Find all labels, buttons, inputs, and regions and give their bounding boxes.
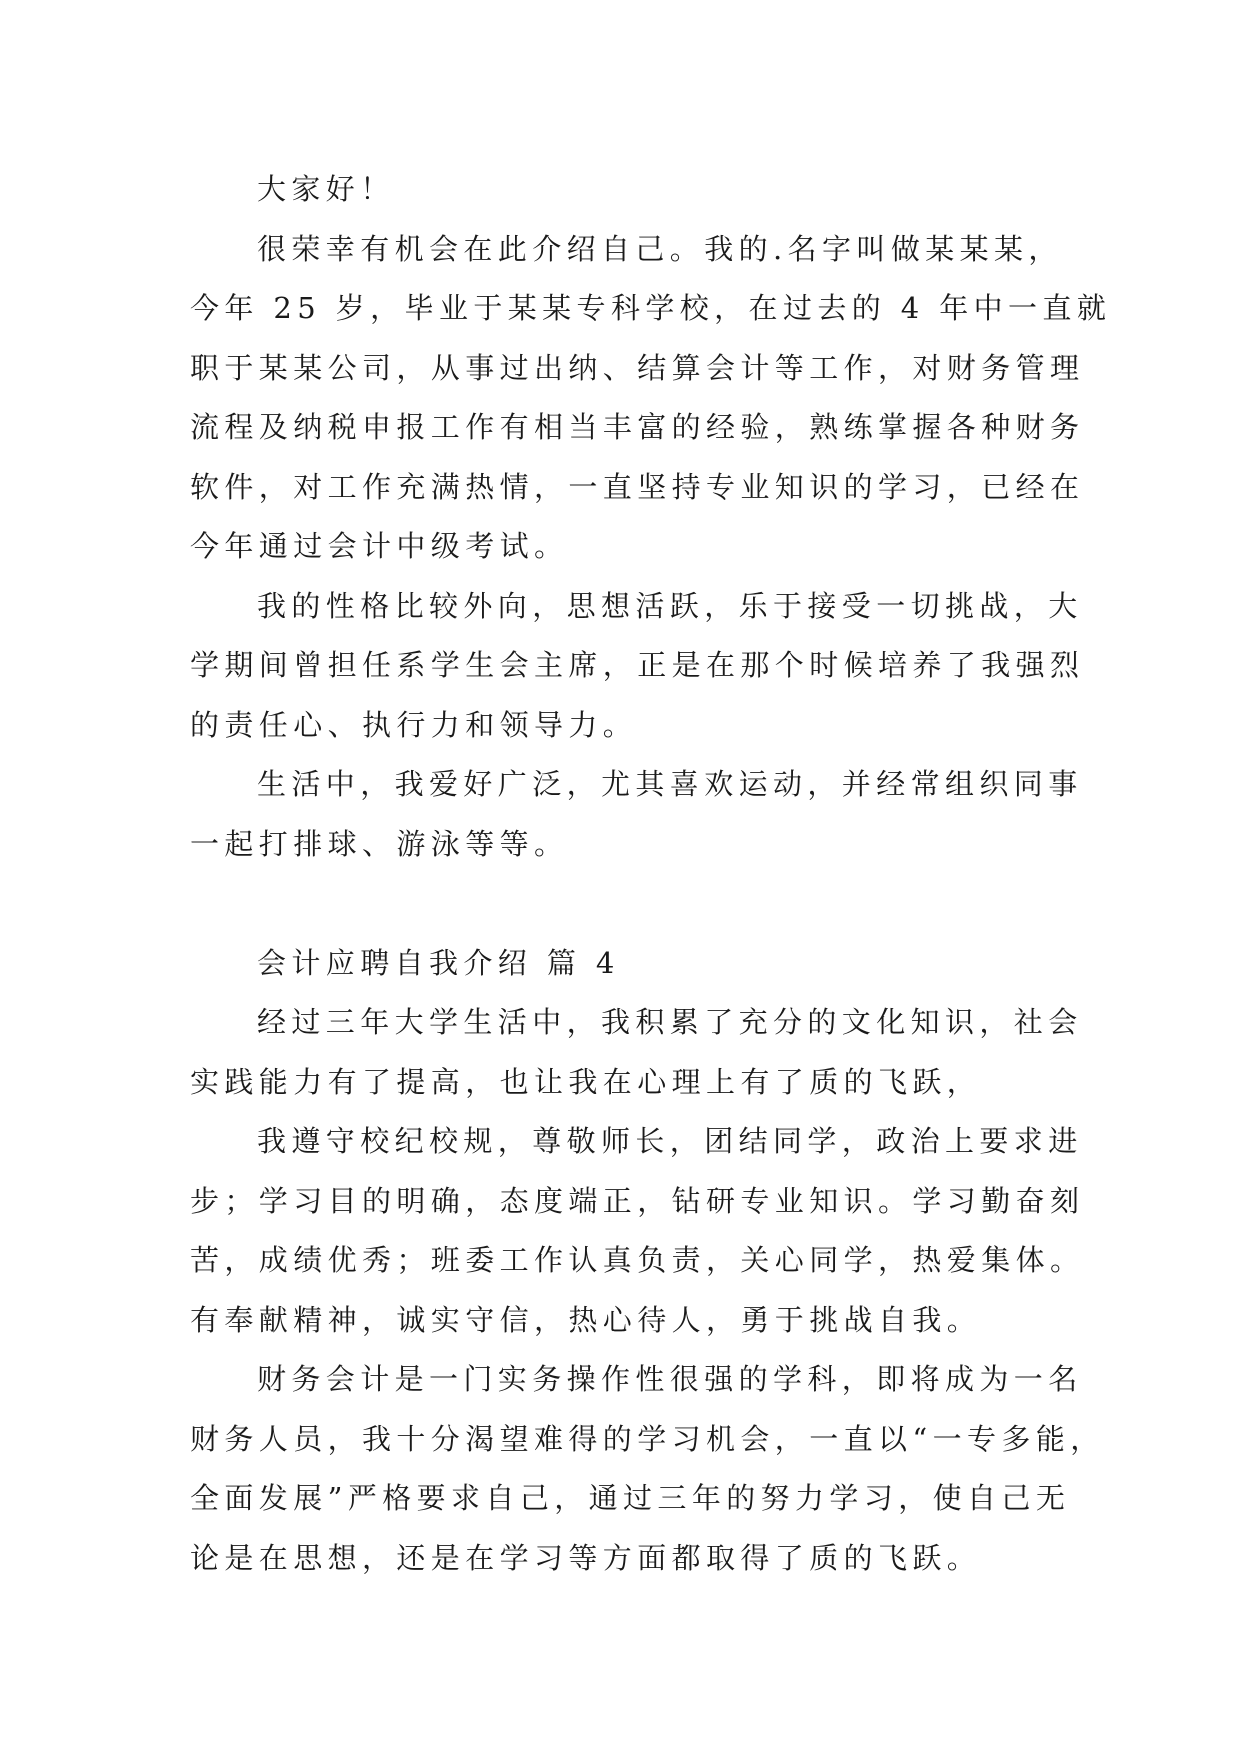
paragraph-line: 论是在思想，还是在学习等方面都取得了质的飞跃。 — [190, 1540, 982, 1575]
paragraph-line: 步；学习目的明确，态度端正，钻研专业知识。学习勤奋刻 — [190, 1183, 1085, 1218]
paragraph-college-life — [190, 993, 1083, 1112]
paragraph-hobbies — [190, 755, 1083, 874]
paragraph-line: 今年 25 岁，毕业于某某专科学校，在过去的 4 年中一直就 — [190, 291, 1112, 325]
paragraph-line: 一起打排球、游泳等等。 — [190, 826, 569, 861]
paragraph-line: 实践能力有了提高，也让我在心理上有了质的飞跃， — [190, 1064, 982, 1099]
paragraph-line: 我的性格比较外向，思想活跃，乐于接受一切挑战，大 — [257, 588, 1083, 623]
section-spacer — [190, 874, 1070, 934]
document-page — [190, 160, 1112, 1588]
paragraph-line: 学期间曾担任系学生会主席，正是在那个时候培养了我强烈 — [190, 648, 1085, 682]
greeting: 大家好！ — [257, 172, 395, 206]
paragraph-line: 我遵守校纪校规，尊敬师长，团结同学，政治上要求进 — [257, 1124, 1083, 1158]
paragraph-line: 财务人员，我十分渴望难得的学习机会，一直以“一专多能， — [190, 1421, 1105, 1456]
paragraph-line: 财务会计是一门实务操作性很强的学科，即将成为一名 — [257, 1362, 1083, 1396]
paragraph-line: 经过三年大学生活中，我积累了充分的文化知识，社会 — [257, 1005, 1083, 1039]
paragraph-line: 全面发展”严格要求自己，通过三年的努力学习，使自己无 — [190, 1481, 1071, 1515]
paragraph-accounting — [190, 1350, 1105, 1588]
paragraph-line: 很荣幸有机会在此介绍自己。我的.名字叫做某某某， — [257, 231, 1063, 266]
paragraph-line: 苦，成绩优秀；班委工作认真负责，关心同学，热爱集体。 — [190, 1243, 1085, 1277]
paragraph-conduct — [190, 1112, 1085, 1350]
paragraph-line: 生活中，我爱好广泛，尤其喜欢运动，并经常组织同事 — [257, 767, 1083, 801]
paragraph-personality — [190, 577, 1085, 756]
paragraph-line: 流程及纳税申报工作有相当丰富的经验，熟练掌握各种财务 — [190, 410, 1085, 444]
paragraph-line: 软件，对工作充满热情，一直坚持专业知识的学习，已经在 — [190, 469, 1085, 504]
section-heading: 会计应聘自我介绍 篇 4 — [257, 945, 620, 980]
paragraph-line: 有奉献精神，诚实守信，热心待人，勇于挑战自我。 — [190, 1302, 982, 1337]
paragraph-line: 的责任心、执行力和领导力。 — [190, 707, 638, 742]
paragraph-line: 今年通过会计中级考试。 — [190, 529, 569, 563]
paragraph-line: 职于某某公司，从事过出纳、结算会计等工作，对财务管理 — [190, 350, 1085, 385]
paragraph-introduction — [190, 220, 1112, 577]
